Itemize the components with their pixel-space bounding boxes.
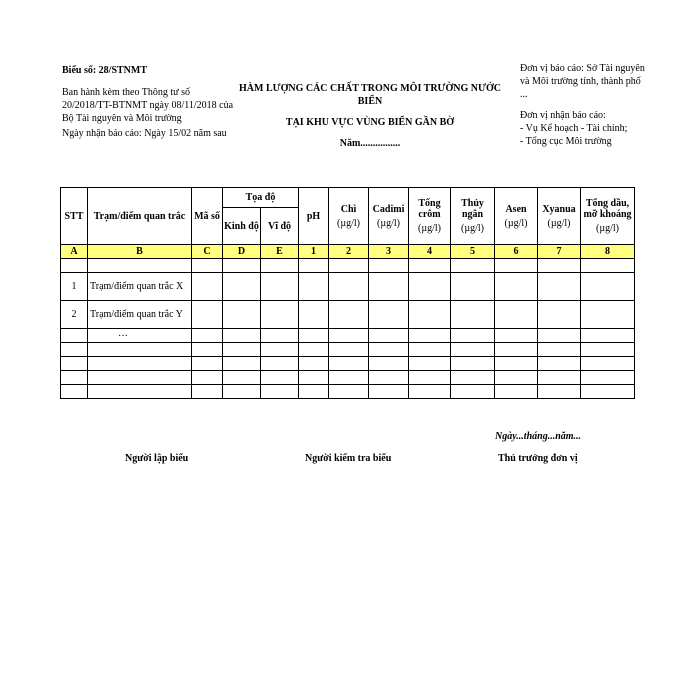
code-cell: B xyxy=(88,245,192,259)
form-number: Biểu số: 28/STNMT xyxy=(62,65,148,76)
receiving-unit-label: Đơn vị nhận báo cáo: xyxy=(520,110,606,121)
header-latitude: Vĩ độ xyxy=(261,208,299,245)
table-row xyxy=(61,343,635,357)
header-station: Trạm/điểm quan trắc xyxy=(88,188,192,245)
header-code: Mã số xyxy=(192,188,223,245)
reporting-unit: Đơn vị báo cáo: Sở Tài nguyên và Môi trường tỉnh, thành phố ... xyxy=(520,63,645,100)
report-year: Năm................ xyxy=(339,138,401,149)
code-cell: 6 xyxy=(495,245,538,259)
report-title: HÀM LƯỢNG CÁC CHẤT TRONG MÔI TRƯỜNG NƯỚC BIỂN xyxy=(239,83,501,107)
code-cell: 3 xyxy=(369,245,409,259)
header-chromium: Tổng crôm (µg/l) xyxy=(409,188,451,245)
code-cell: 2 xyxy=(329,245,369,259)
date-line: Ngày...tháng...năm... xyxy=(495,431,582,442)
receiving-unit-1: - Vụ Kế hoạch - Tài chính; xyxy=(520,123,628,134)
header-mercury: Thủy ngân (µg/l) xyxy=(451,188,495,245)
code-cell: C xyxy=(192,245,223,259)
table-row xyxy=(61,385,635,399)
row-ellipsis: … xyxy=(88,329,192,343)
row-stt: 1 xyxy=(61,273,88,301)
header-mineral-oil: Tổng dầu, mỡ khoáng (µg/l) xyxy=(581,188,635,245)
table-row xyxy=(61,371,635,385)
code-cell: D xyxy=(223,245,261,259)
table-row xyxy=(61,301,635,329)
row-stt: 2 xyxy=(61,301,88,329)
received-date-text: Ngày nhận báo cáo: Ngày 15/02 năm sau xyxy=(62,128,227,139)
title-block xyxy=(230,82,510,158)
table-row xyxy=(61,273,635,301)
header-ph: pH xyxy=(299,188,329,245)
code-cell: 5 xyxy=(451,245,495,259)
header-longitude: Kinh độ xyxy=(223,208,261,245)
signature-head: Thủ trưởng đơn vị xyxy=(498,453,578,464)
report-subtitle: TẠI KHU VỰC VÙNG BIỂN GẦN BỜ xyxy=(285,117,455,128)
table-row xyxy=(61,329,635,343)
header-cyanide: Xyanua (µg/l) xyxy=(538,188,581,245)
code-cell: E xyxy=(261,245,299,259)
header-cadmium: Cadimi (µg/l) xyxy=(369,188,409,245)
row-station-name: Trạm/điểm quan trắc X xyxy=(88,273,192,301)
code-cell: 4 xyxy=(409,245,451,259)
data-table xyxy=(60,187,635,399)
row-station-name: Trạm/điểm quan trắc Y xyxy=(88,301,192,329)
code-cell: 8 xyxy=(581,245,635,259)
signature-preparer: Người lập biểu xyxy=(125,453,189,464)
header-arsenic: Asen (µg/l) xyxy=(495,188,538,245)
table-row xyxy=(61,259,635,273)
code-cell: 7 xyxy=(538,245,581,259)
receiving-unit-2: - Tổng cục Môi trường xyxy=(520,136,612,147)
header-coords: Tọa độ xyxy=(223,188,299,208)
signature-checker: Người kiểm tra biểu xyxy=(305,453,392,464)
code-cell: A xyxy=(61,245,88,259)
header-stt: STT xyxy=(61,188,88,245)
issued-by-text: Ban hành kèm theo Thông tư số 20/2018/TT-BTNMT ngày 08/11/2018 của Bộ Tài nguyên và Môi trường xyxy=(62,87,234,124)
header-lead: Chì (µg/l) xyxy=(329,188,369,245)
code-cell: 1 xyxy=(299,245,329,259)
receiving-unit xyxy=(520,109,645,148)
table-row xyxy=(61,357,635,371)
